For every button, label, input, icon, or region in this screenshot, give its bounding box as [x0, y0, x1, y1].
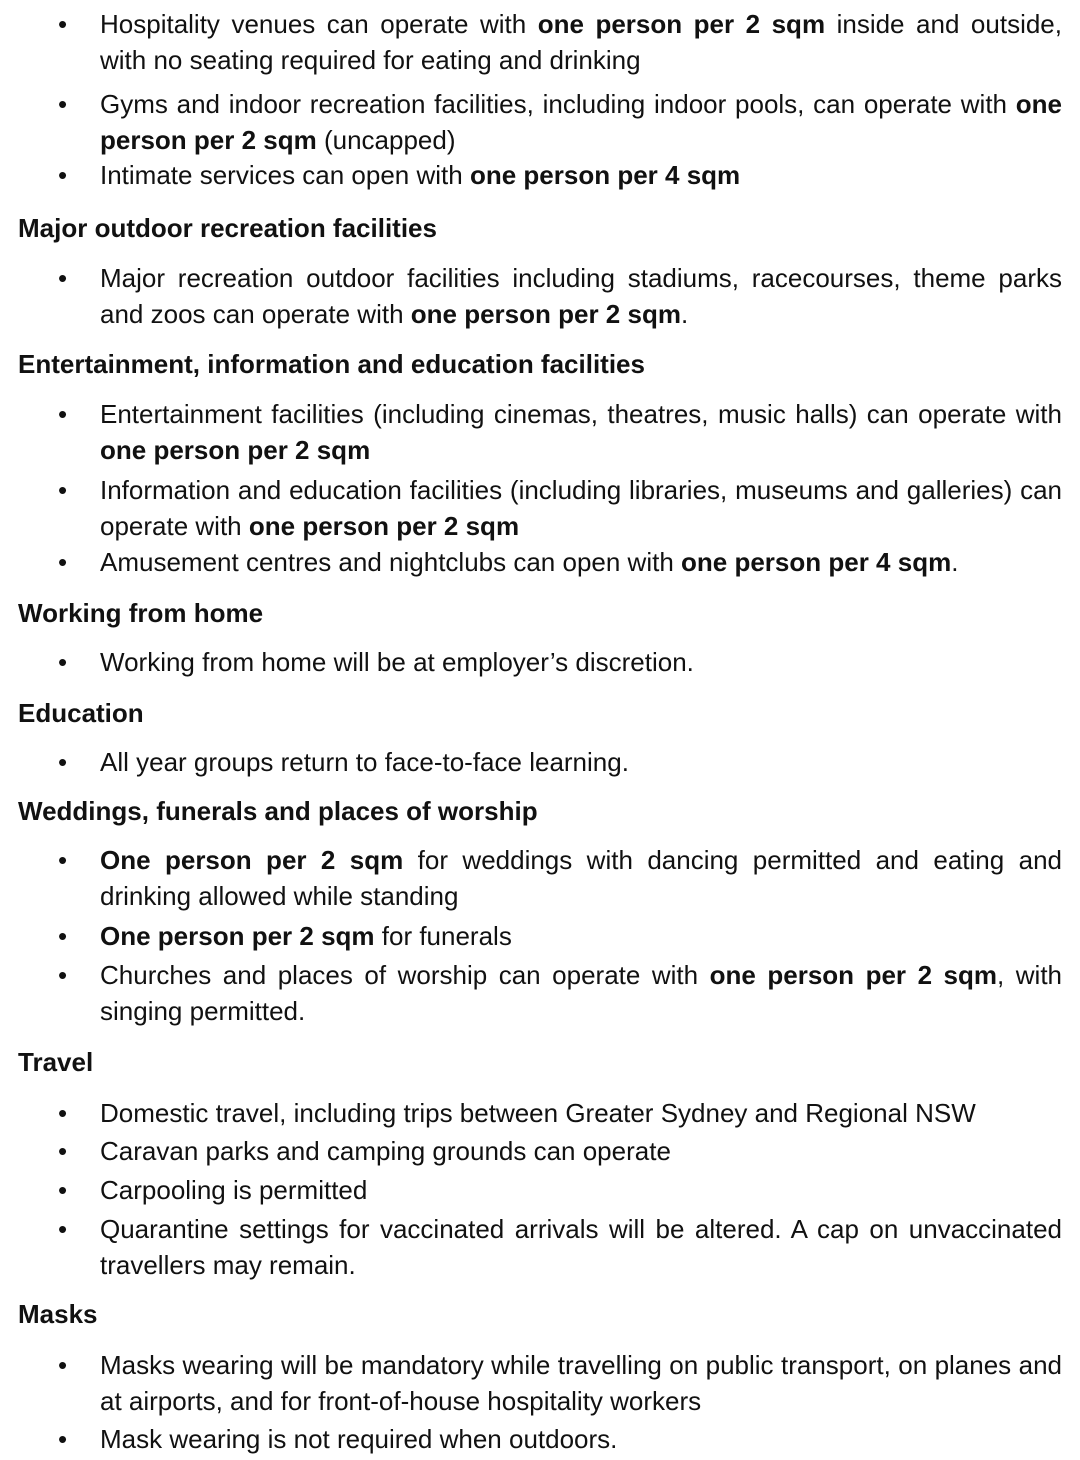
- bullet-text: [100, 644, 1062, 680]
- bold-text: One person per 2 sqm: [100, 845, 404, 875]
- bullet-text: [100, 86, 1062, 158]
- text-run: Amusement centres and nightclubs can open with: [100, 547, 682, 577]
- bullet-text: [100, 544, 1062, 580]
- section-heading: Education: [18, 698, 144, 728]
- text-run: , with singing permitted.: [100, 960, 1062, 1026]
- bullet-text: [100, 472, 1062, 544]
- bullet-icon: •: [58, 475, 68, 505]
- text-run: Information and education facilities (including libraries, museums and galleries) can operate with: [100, 475, 1062, 541]
- bold-text: one person per 2 sqm: [709, 960, 998, 990]
- bullet-icon: •: [58, 1350, 68, 1380]
- bullet-icon: •: [58, 9, 68, 39]
- bold-text: one person per 2 sqm: [248, 511, 520, 541]
- bullet-text: [100, 918, 1062, 954]
- section-heading: Masks: [18, 1299, 98, 1329]
- text-run: Working from home will be at employer’s discretion.: [100, 647, 694, 677]
- bullet-text: [100, 260, 1062, 332]
- bullet-icon: •: [58, 921, 68, 951]
- bullet-icon: •: [58, 1424, 68, 1454]
- section-heading: Weddings, funerals and places of worship: [18, 796, 538, 826]
- bullet-text: [100, 1211, 1062, 1283]
- text-run: Gyms and indoor recreation facilities, including indoor pools, can operate with: [100, 89, 1016, 119]
- bold-text: one person per 4 sqm: [469, 160, 741, 190]
- bold-text: one person per 2 sqm: [100, 89, 1062, 155]
- bullet-icon: •: [58, 263, 68, 293]
- bullet-icon: •: [58, 1098, 68, 1128]
- text-run: (uncapped): [316, 125, 456, 155]
- text-run: Caravan parks and camping grounds can operate: [100, 1136, 671, 1166]
- text-run: Churches and places of worship can operate with: [100, 960, 710, 990]
- bullet-icon: •: [58, 1175, 68, 1205]
- section-heading: Entertainment, information and education facilities: [18, 349, 645, 379]
- bold-text: one person per 2 sqm: [410, 299, 681, 329]
- bullet-text: [100, 957, 1062, 1029]
- bullet-icon: •: [58, 1136, 68, 1166]
- text-run: Carpooling is permitted: [100, 1175, 368, 1205]
- bullet-icon: •: [58, 399, 68, 429]
- bullet-icon: •: [58, 845, 68, 875]
- bullet-text: [100, 157, 1062, 193]
- section-heading: Major outdoor recreation facilities: [18, 213, 437, 243]
- bullet-text: [100, 1133, 1062, 1169]
- text-run: Major recreation outdoor facilities including stadiums, racecourses, theme parks and zoos can operate with: [100, 263, 1062, 329]
- text-run: .: [680, 299, 689, 329]
- text-run: .: [951, 547, 959, 577]
- bullet-text: [100, 1172, 1062, 1208]
- text-run: inside and outside, with no seating required for eating and drinking: [100, 9, 1062, 75]
- bullet-icon: •: [58, 1214, 68, 1244]
- text-run: for weddings with dancing permitted and eating and drinking allowed while standing: [100, 845, 1062, 911]
- bold-text: one person per 2 sqm: [100, 435, 371, 465]
- bullet-text: [100, 1421, 1062, 1457]
- bullet-icon: •: [58, 647, 68, 677]
- text-run: All year groups return to face-to-face learning.: [100, 747, 629, 777]
- bullet-text: [100, 842, 1062, 914]
- text-run: Masks wearing will be mandatory while travelling on public transport, on planes and at airports, and for front-of-house hospitality workers: [100, 1350, 1062, 1416]
- bullet-text: [100, 396, 1062, 468]
- bullet-icon: •: [58, 547, 68, 577]
- section-heading: Working from home: [18, 598, 264, 628]
- text-run: Intimate services can open with: [100, 160, 470, 190]
- text-run: Mask wearing is not required when outdoors.: [100, 1424, 618, 1454]
- text-run: Quarantine settings for vaccinated arrivals will be altered. A cap on unvaccinated travellers may remain.: [100, 1214, 1062, 1280]
- bullet-text: [100, 6, 1062, 78]
- text-run: for funerals: [374, 921, 512, 951]
- bullet-icon: •: [58, 960, 68, 990]
- text-run: Hospitality venues can operate with: [100, 9, 538, 39]
- bold-text: one person per 4 sqm: [681, 547, 952, 577]
- bullet-icon: •: [58, 747, 68, 777]
- bullet-text: [100, 744, 1062, 780]
- section-heading: Travel: [18, 1047, 94, 1077]
- text-run: Domestic travel, including trips between Greater Sydney and Regional NSW: [100, 1098, 976, 1128]
- text-run: Entertainment facilities (including cinemas, theatres, music halls) can operate with: [100, 399, 1062, 429]
- bullet-text: [100, 1095, 1062, 1131]
- bullet-icon: •: [58, 89, 68, 119]
- bold-text: One person per 2 sqm: [100, 921, 375, 951]
- bold-text: one person per 2 sqm: [537, 9, 826, 39]
- bullet-icon: •: [58, 160, 68, 190]
- bullet-text: [100, 1347, 1062, 1419]
